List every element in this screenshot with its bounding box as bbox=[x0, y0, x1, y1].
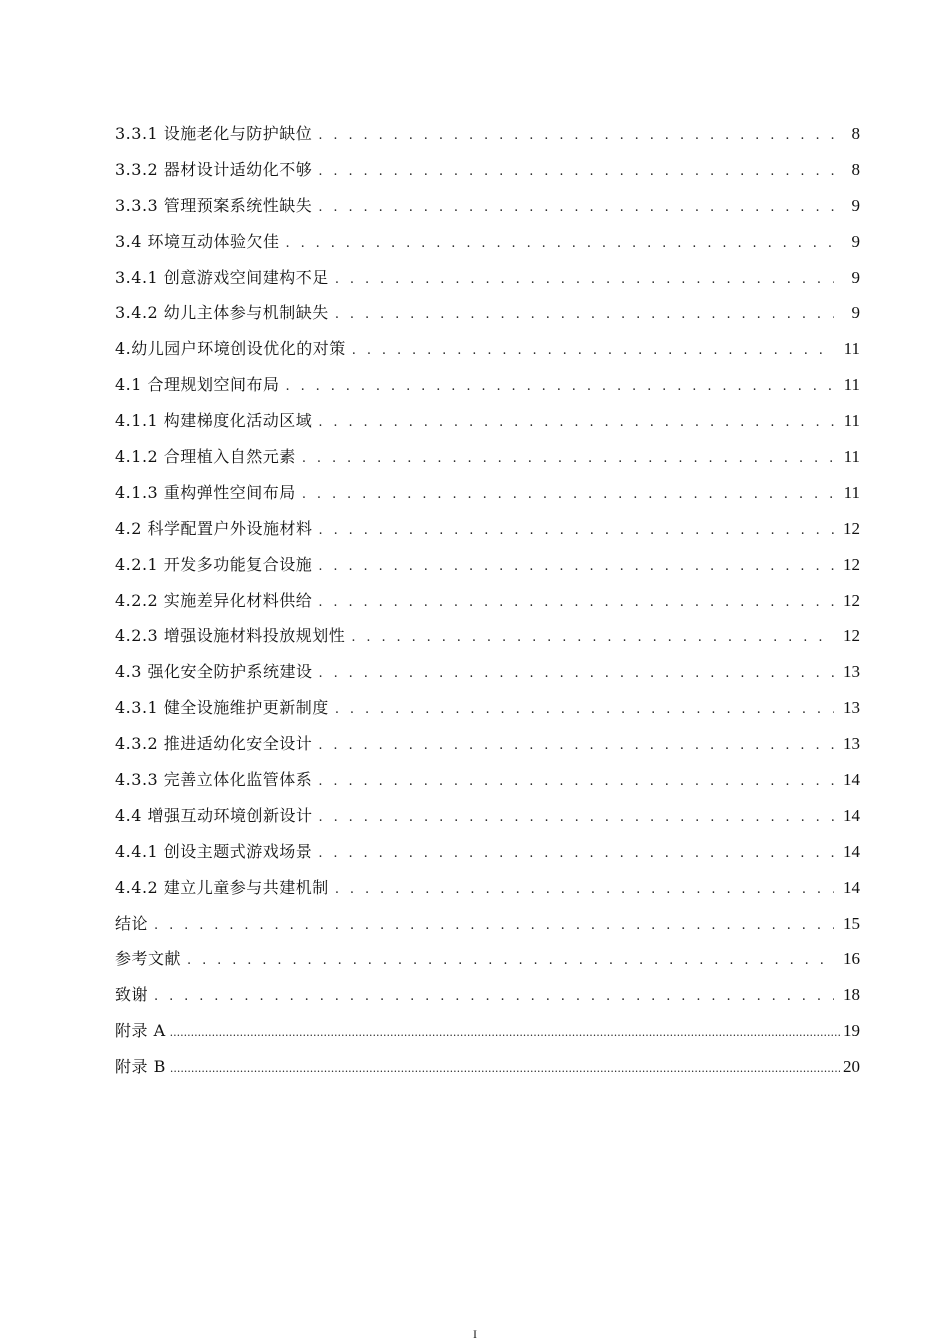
toc-leader-dots bbox=[318, 585, 834, 621]
toc-leader-dots bbox=[154, 979, 834, 1015]
toc-entry-page: 14 bbox=[843, 805, 860, 825]
toc-entry[interactable] bbox=[115, 224, 860, 260]
toc-entry-title: 4.3.2 推进适幼化安全设计 bbox=[115, 734, 313, 754]
toc-entry[interactable] bbox=[115, 798, 860, 834]
toc-entry-page: 11 bbox=[843, 447, 860, 467]
toc-leader-dots bbox=[170, 1015, 840, 1051]
toc-entry-title: 4.1 合理规划空间布局 bbox=[115, 375, 280, 395]
toc-entry-title: 3.3.2 器材设计适幼化不够 bbox=[115, 159, 313, 179]
toc-entry[interactable] bbox=[115, 726, 860, 762]
toc-entry-page: 11 bbox=[843, 375, 860, 395]
toc-entry-title: 致谢 bbox=[115, 985, 149, 1005]
toc-entry-page: 13 bbox=[843, 734, 860, 754]
toc-entry-page: 16 bbox=[843, 949, 860, 969]
toc-entry-title: 4.2.3 增强设施材料投放规划性 bbox=[115, 626, 346, 646]
toc-entry-page: 11 bbox=[843, 411, 860, 431]
toc-entry-page: 12 bbox=[843, 554, 860, 574]
toc-leader-dots bbox=[286, 226, 834, 262]
toc-leader-dots bbox=[351, 620, 834, 656]
toc-entry-page: 13 bbox=[843, 662, 860, 682]
toc-entry[interactable] bbox=[115, 654, 860, 690]
toc-leader-dots bbox=[286, 369, 834, 405]
toc-entry-title: 4.3.3 完善立体化监管体系 bbox=[115, 770, 313, 790]
toc-leader-dots bbox=[154, 908, 834, 944]
toc-entry[interactable] bbox=[115, 583, 860, 619]
toc-entry-page: 14 bbox=[843, 877, 860, 897]
toc-entry[interactable] bbox=[115, 403, 860, 439]
toc-entry-page: 9 bbox=[851, 195, 860, 215]
toc-leader-dots bbox=[335, 262, 834, 298]
toc-leader-dots bbox=[318, 118, 834, 154]
toc-leader-dots bbox=[318, 190, 834, 226]
toc-entry-title: 4.1.2 合理植入自然元素 bbox=[115, 447, 296, 467]
toc-leader-dots bbox=[170, 1051, 840, 1087]
toc-leader-dots bbox=[318, 154, 834, 190]
toc-entry[interactable] bbox=[115, 941, 860, 977]
toc-entry-page: 20 bbox=[843, 1057, 860, 1077]
toc-entry[interactable] bbox=[115, 906, 860, 942]
toc-entry[interactable] bbox=[115, 547, 860, 583]
toc-entry-title: 4.4.2 建立儿童参与共建机制 bbox=[115, 877, 329, 897]
toc-entry-page: 19 bbox=[843, 1021, 860, 1041]
toc-entry-title: 3.3.1 设施老化与防护缺位 bbox=[115, 124, 313, 143]
toc-leader-dots bbox=[302, 477, 834, 513]
toc-entry-title: 3.4.1 创意游戏空间建构不足 bbox=[115, 267, 329, 287]
toc-entry-title: 4.1.3 重构弹性空间布局 bbox=[115, 482, 296, 502]
toc-entry-page: 9 bbox=[851, 231, 860, 251]
toc-entry[interactable] bbox=[115, 295, 860, 331]
toc-entry[interactable] bbox=[115, 439, 860, 475]
toc-entry-page: 12 bbox=[843, 626, 860, 646]
toc-entry-title: 参考文献 bbox=[115, 949, 182, 969]
toc-entry-page: 12 bbox=[843, 518, 860, 538]
toc-entry[interactable] bbox=[115, 834, 860, 870]
toc-entry[interactable] bbox=[115, 260, 860, 296]
toc-entry-title: 附录 B bbox=[115, 1057, 166, 1077]
toc-leader-dots bbox=[335, 872, 834, 908]
toc-leader-dots bbox=[352, 333, 834, 369]
toc-entry-title: 4.3.1 健全设施维护更新制度 bbox=[115, 698, 329, 718]
toc-leader-dots bbox=[318, 405, 834, 441]
toc-entry-page: 11 bbox=[843, 339, 860, 359]
toc-entry-page: 8 bbox=[851, 124, 860, 143]
toc-entry-title: 3.3.3 管理预案系统性缺失 bbox=[115, 195, 313, 215]
toc-entry[interactable] bbox=[115, 475, 860, 511]
toc-leader-dots bbox=[319, 513, 834, 549]
toc-leader-dots bbox=[187, 943, 834, 979]
toc-leader-dots bbox=[318, 549, 834, 585]
toc-entry[interactable] bbox=[115, 762, 860, 798]
toc-leader-dots bbox=[318, 764, 834, 800]
toc-entry-page: 14 bbox=[843, 770, 860, 790]
toc-entry-page: 8 bbox=[851, 159, 860, 179]
toc-entry[interactable] bbox=[115, 367, 860, 403]
toc-leader-dots bbox=[335, 692, 834, 728]
toc-entry-page: 11 bbox=[843, 482, 860, 502]
toc-entry-title: 4.3 强化安全防护系统建设 bbox=[115, 662, 313, 682]
toc-entry-title: 4.1.1 构建梯度化活动区域 bbox=[115, 411, 313, 431]
toc-entry-page: 15 bbox=[843, 913, 860, 933]
toc-entry[interactable] bbox=[115, 977, 860, 1013]
toc-entry[interactable] bbox=[115, 116, 860, 152]
toc-entry-title: 3.4.2 幼儿主体参与机制缺失 bbox=[115, 303, 329, 323]
toc-leader-dots bbox=[302, 441, 834, 477]
toc-leader-dots bbox=[318, 728, 834, 764]
toc-entry-page: 18 bbox=[843, 985, 860, 1005]
toc-entry-title: 4.幼儿园户环境创设优化的对策 bbox=[115, 339, 346, 359]
toc-leader-dots bbox=[318, 836, 834, 872]
toc-leader-dots bbox=[319, 656, 834, 692]
toc-entry-page: 13 bbox=[843, 698, 860, 718]
toc-entry-title: 4.4.1 创设主题式游戏场景 bbox=[115, 841, 313, 861]
toc-entry-title: 3.4 环境互动体验欠佳 bbox=[115, 231, 280, 251]
toc-entry-page: 12 bbox=[843, 590, 860, 610]
toc-entry-page: 14 bbox=[843, 841, 860, 861]
toc-entry-title: 附录 A bbox=[115, 1021, 166, 1041]
page-number: I bbox=[473, 1327, 477, 1341]
toc-entry-title: 4.2.1 开发多功能复合设施 bbox=[115, 554, 313, 574]
toc-entry-title: 4.4 增强互动环境创新设计 bbox=[115, 805, 313, 825]
toc-entry-title: 4.2.2 实施差异化材料供给 bbox=[115, 590, 313, 610]
toc-entry[interactable] bbox=[115, 152, 860, 188]
table-of-contents bbox=[115, 116, 860, 1085]
toc-entry-title: 结论 bbox=[115, 913, 149, 933]
toc-entry[interactable] bbox=[115, 188, 860, 224]
toc-entry[interactable] bbox=[115, 618, 860, 654]
toc-leader-dots bbox=[319, 800, 834, 836]
toc-entry-title: 4.2 科学配置户外设施材料 bbox=[115, 518, 313, 538]
toc-entry[interactable] bbox=[115, 870, 860, 906]
toc-entry[interactable] bbox=[115, 1013, 860, 1049]
toc-entry[interactable] bbox=[115, 331, 860, 367]
toc-entry[interactable] bbox=[115, 511, 860, 547]
toc-entry-page: 9 bbox=[851, 303, 860, 323]
toc-entry[interactable] bbox=[115, 690, 860, 726]
toc-entry-page: 9 bbox=[851, 267, 860, 287]
toc-entry[interactable] bbox=[115, 1049, 860, 1085]
toc-leader-dots bbox=[335, 297, 834, 333]
